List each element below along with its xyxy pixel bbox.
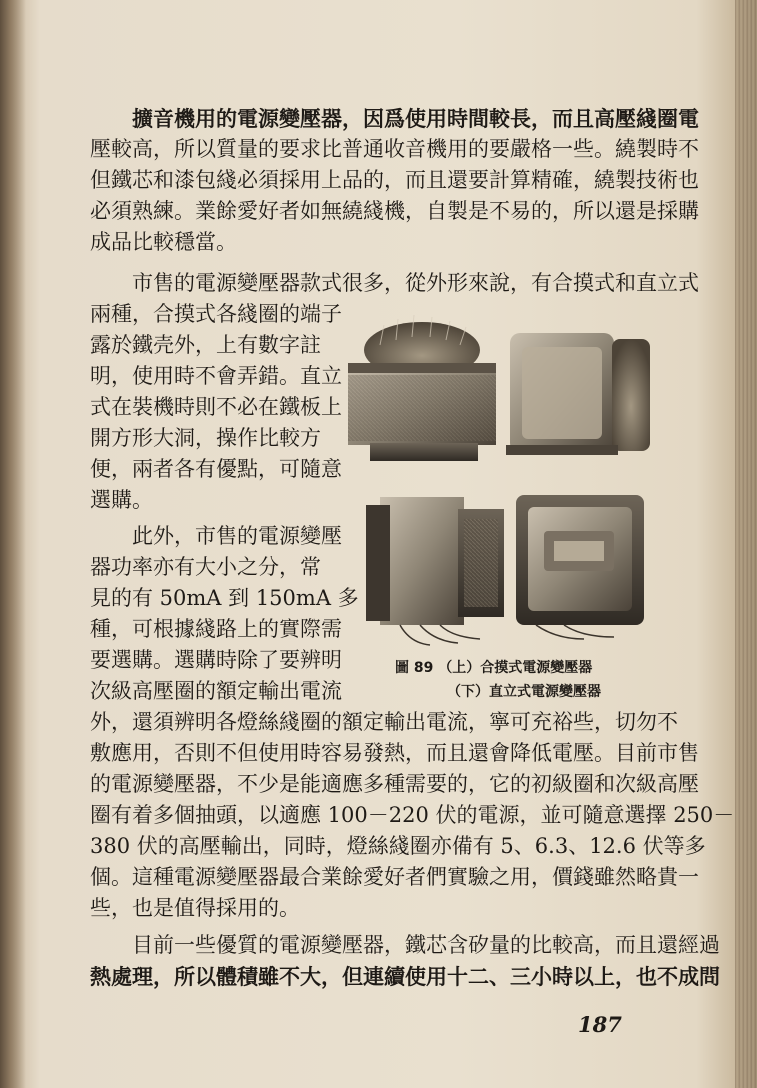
figure-caption <box>395 656 635 704</box>
text-line: 便，兩者各有優點，可隨意 <box>90 457 342 481</box>
caption-line-2: （下）直立式電源變壓器 <box>447 684 601 700</box>
text-line: 明，使用時不會弄錯。直立 <box>90 364 342 388</box>
text-line: 壓較高，所以質量的要求比普通收音機用的要嚴格一些。繞製時不 <box>90 137 699 161</box>
text-line: 次級高壓圈的額定輸出電流 <box>90 679 342 703</box>
text-line: 但鐵芯和漆包綫必須採用上品的，而且還要計算精確，繞製技術也 <box>90 168 699 192</box>
binding-gutter <box>0 0 26 1088</box>
text-line: 380 伏的高壓輸出，同時，燈絲綫圈亦備有 5、6.3、12.6 伏等多 <box>90 834 706 858</box>
page-edge <box>735 0 757 1088</box>
text-line: 種，可根據綫路上的實際需 <box>90 617 342 641</box>
text-line: 選購。 <box>90 488 153 512</box>
text-line: 些，也是值得採用的。 <box>90 896 300 920</box>
text-line: 要選購。選購時除了要辨明 <box>90 648 342 672</box>
caption-line-1: 圖 89 （上）合摸式電源變壓器 <box>395 660 593 676</box>
text-line: 式在裝機時則不必在鐵板上 <box>90 395 342 419</box>
text-line: 的電源變壓器，不少是能適應多種需要的，它的初級圈和次級高壓 <box>90 772 699 796</box>
text-line: 兩種，合摸式各綫圈的端子 <box>90 302 342 326</box>
paragraph-4 <box>90 930 720 992</box>
text-line: 必須熟練。業餘愛好者如無繞綫機，自製是不易的，所以還是採購 <box>90 199 699 223</box>
transformer-photo-top-right <box>506 333 650 455</box>
text-line: 敷應用，否則不但使用時容易發熱，而且還會降低電壓。目前市售 <box>90 741 699 765</box>
text-line: 成品比較穩當。 <box>90 230 237 254</box>
text-line: 個。這種電源變壓器最合業餘愛好者們實驗之用，價錢雖然略貴一 <box>90 865 699 889</box>
text-line: 圈有着多個抽頭，以適應 100－220 伏的電源，並可隨意選擇 250－ <box>90 803 735 827</box>
paragraph-1 <box>90 103 699 258</box>
text-line: 見的有 50mA 到 150mA 多 <box>90 586 359 610</box>
text-line: 市售的電源變壓器款式很多，從外形來說，有合摸式和直立式 <box>132 271 699 295</box>
text-line: 露於鐵壳外，上有數字註 <box>90 333 321 357</box>
text-line: 器功率亦有大小之分，常 <box>90 555 321 579</box>
text-line: 擴音機用的電源變壓器，因爲使用時間較長，而且高壓綫圈電 <box>132 106 699 131</box>
page-number: 187 <box>578 1012 622 1037</box>
transformer-photo-figure <box>340 305 662 655</box>
text-line: 熱處理，所以體積雖不大，但連續使用十二、三小時以上，也不成問 <box>90 964 720 989</box>
text-line: 此外，市售的電源變壓 <box>132 524 342 548</box>
text-line: 目前一些優質的電源變壓器，鐵芯含矽量的比較高，而且還經過 <box>132 933 720 957</box>
transformer-photo-bottom-right <box>516 495 644 639</box>
text-line: 開方形大洞，操作比較方 <box>90 426 321 450</box>
text-line: 外，還須辨明各燈絲綫圈的額定輸出電流，寧可充裕些，切勿不 <box>90 710 678 734</box>
